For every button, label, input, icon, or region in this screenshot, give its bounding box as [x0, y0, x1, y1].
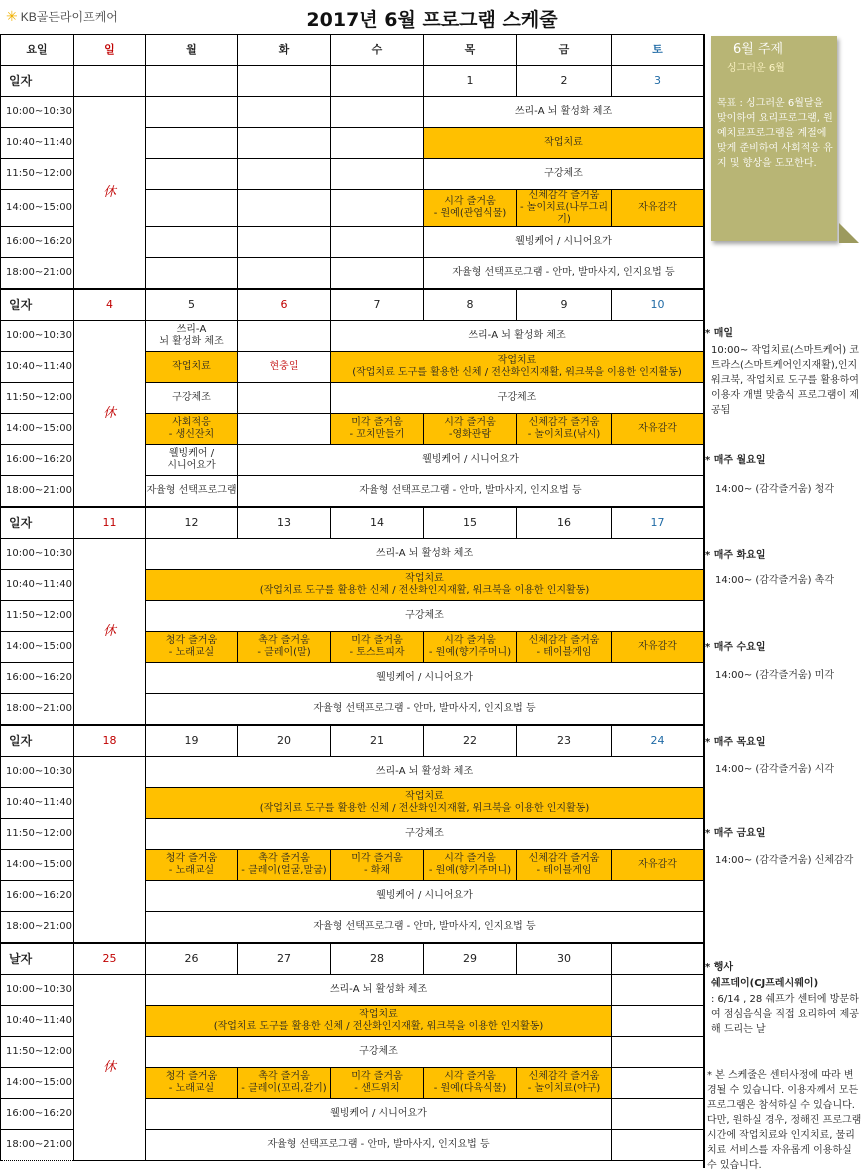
date-cell: 1 — [424, 66, 517, 97]
program-line: - 놀이치료(야구) — [527, 1083, 601, 1094]
program-line: 시각 즐거움 — [444, 417, 496, 428]
empty-cell — [238, 227, 331, 258]
program-cell: 자유감각 — [612, 632, 704, 663]
logo-text: KB골든라이프케어 — [20, 10, 118, 24]
date-cell: 21 — [331, 725, 424, 757]
wednesday-text: 14:00~ (감각즐거움) 미각 — [715, 670, 834, 681]
program-line: - 샌드위치 — [354, 1083, 400, 1094]
week-date-row — [1, 289, 704, 321]
program-cell — [146, 788, 704, 819]
date-cell: 23 — [517, 725, 612, 757]
program-line: - 테이블게임 — [536, 865, 592, 876]
program-line: 시각 즐거움 — [444, 1071, 496, 1082]
program-line: 작업치료 — [359, 1009, 398, 1020]
monday-heading: * 매주 월요일 — [705, 455, 766, 466]
theme-description: 목표 : 싱그러운 6월달을 맞이하여 요리프로그램, 원예치료프로그램을 계절에 맞게 준비하여 사회적응 유지 및 향상을 도모한다. — [717, 98, 833, 169]
tuesday-heading: * 매주 화요일 — [705, 550, 766, 561]
program-cell — [146, 1006, 612, 1037]
time-slot: 10:40~11:40 — [1, 570, 74, 601]
empty-cell — [331, 128, 424, 159]
time-slot: 14:00~15:00 — [1, 1068, 74, 1099]
program-cell — [331, 352, 704, 383]
program-cell: 쓰리-A 뇌 활성화 체조 — [146, 975, 612, 1006]
program-line: - 토스트피자 — [349, 647, 405, 658]
program-cell: 웰빙케어 / 시니어요가 — [146, 1099, 612, 1130]
program-line: 촉각 즐거움 — [258, 853, 310, 864]
notice-text: * 본 스케줄은 센터사정에 따라 변경될 수 있습니다. 이용자께서 모든 프로그램은 참석하실 수 있습니다. 다만, 원하실 경우, 정해진 프로그램시간에 작업치료와 인지치료, 물리치료 서비스를 자유롭게 이용하실 수 있습니다. — [707, 1070, 862, 1171]
program-cell: 자유감각 — [612, 850, 704, 881]
time-slot: 18:00~21:00 — [1, 258, 74, 290]
program-cell — [331, 414, 424, 445]
program-cell — [424, 1068, 517, 1099]
time-slot: 16:00~16:20 — [1, 1099, 74, 1130]
program-cell: 구강체조 — [146, 819, 704, 850]
program-cell: 구강체조 — [331, 383, 704, 414]
date-cell: 4 — [74, 289, 146, 321]
date-cell: 14 — [331, 507, 424, 539]
program-line: 웰빙케어 / — [168, 448, 215, 459]
empty-cell — [612, 1130, 704, 1161]
week-date-row — [1, 507, 704, 539]
program-line: - 꼬치만들기 — [349, 429, 405, 440]
time-slot: 10:00~10:30 — [1, 757, 74, 788]
empty-cell — [238, 383, 331, 414]
empty-cell — [238, 128, 331, 159]
time-slot: 14:00~15:00 — [1, 632, 74, 663]
star-icon: ✳ — [6, 8, 18, 24]
tuesday-text: 14:00~ (감각즐거움) 촉각 — [715, 575, 834, 586]
empty-cell — [238, 321, 331, 352]
program-line: 청각 즐거움 — [165, 1071, 218, 1082]
time-slot: 10:40~11:40 — [1, 128, 74, 159]
date-cell: 22 — [424, 725, 517, 757]
week-label: 일자 — [1, 725, 74, 757]
program-cell: 쓰리-A 뇌 활성화 체조 — [331, 321, 704, 352]
theme-note — [711, 36, 837, 241]
empty-cell — [612, 1006, 704, 1037]
schedule-table — [0, 34, 704, 1161]
day-header-row — [1, 35, 704, 66]
slot-row — [1, 97, 704, 128]
day-label: 요일 — [1, 35, 74, 66]
program-cell: 자율형 선택프로그램 - 안마, 발마사지, 인지요법 등 — [146, 1130, 612, 1161]
rest-day-cell: 休 — [74, 97, 146, 290]
program-line: - 원예(다육식물) — [433, 1083, 507, 1094]
date-cell — [74, 66, 146, 97]
day-wed: 수 — [331, 35, 424, 66]
program-line: 작업치료 — [405, 791, 444, 802]
program-line: 신체감각 즐거움 — [528, 190, 600, 201]
program-line: - 클레이(말) — [257, 647, 311, 658]
program-cell — [146, 414, 238, 445]
program-cell: 쓰리-A 뇌 활성화 체조 — [424, 97, 704, 128]
schedule-table-wrapper — [0, 34, 704, 1161]
monday-text: 14:00~ (감각즐거움) 청각 — [715, 484, 834, 495]
program-line: -영화관람 — [448, 429, 492, 440]
date-cell: 19 — [146, 725, 238, 757]
program-line: 촉각 즐거움 — [258, 1071, 310, 1082]
program-line: 시니어요가 — [167, 460, 216, 471]
date-cell: 18 — [74, 725, 146, 757]
program-line: - 노래교실 — [168, 1083, 215, 1094]
friday-text: 14:00~ (감각즐거움) 신체감각 — [715, 855, 854, 866]
program-cell — [517, 190, 612, 227]
program-cell — [517, 1068, 612, 1099]
program-line: - 놀이치료(나무그리기) — [520, 202, 608, 225]
date-cell: 27 — [238, 943, 331, 975]
date-cell: 8 — [424, 289, 517, 321]
date-cell: 2 — [517, 66, 612, 97]
day-fri: 금 — [517, 35, 612, 66]
program-cell — [424, 850, 517, 881]
program-cell: 자유감각 — [612, 190, 704, 227]
program-line: 미각 즐거움 — [351, 635, 403, 646]
week-date-row — [1, 66, 704, 97]
program-line: - 원예(관엽식물) — [433, 208, 507, 219]
week-date-row — [1, 725, 704, 757]
program-cell — [146, 1068, 238, 1099]
program-line: 신체감각 즐거움 — [528, 853, 600, 864]
date-cell: 30 — [517, 943, 612, 975]
date-cell: 17 — [612, 507, 704, 539]
program-cell — [424, 414, 517, 445]
program-line: 시각 즐거움 — [444, 196, 496, 207]
day-mon: 월 — [146, 35, 238, 66]
empty-cell — [146, 128, 238, 159]
day-sun: 일 — [74, 35, 146, 66]
empty-cell — [612, 1099, 704, 1130]
date-cell: 15 — [424, 507, 517, 539]
program-cell: 웰빙케어 / 시니어요가 — [238, 445, 704, 476]
empty-cell — [146, 97, 238, 128]
daily-heading: * 매일 — [705, 328, 734, 339]
wednesday-heading: * 매주 수요일 — [705, 642, 766, 653]
empty-cell — [238, 97, 331, 128]
empty-cell — [612, 975, 704, 1006]
program-line: - 클레이(꼬리,갈기) — [241, 1083, 327, 1094]
day-tue: 화 — [238, 35, 331, 66]
date-cell: 11 — [74, 507, 146, 539]
empty-cell — [238, 190, 331, 227]
time-slot: 14:00~15:00 — [1, 190, 74, 227]
program-cell — [517, 414, 612, 445]
holiday-cell: 현충일 — [238, 352, 331, 383]
program-cell: 자율형 선택프로그램 - 안마, 발마사지, 인지요법 등 — [146, 694, 704, 726]
empty-cell — [331, 227, 424, 258]
time-slot: 16:00~16:20 — [1, 227, 74, 258]
date-cell — [238, 66, 331, 97]
program-line: 시각 즐거움 — [444, 635, 496, 646]
program-line: 미각 즐거움 — [351, 417, 403, 428]
date-cell: 20 — [238, 725, 331, 757]
program-line: 쓰리-A — [176, 324, 207, 335]
event-text: : 6/14 , 28 쉐프가 센터에 방문하여 점심음식을 직접 요리하여 제공해 드리는 날 — [711, 994, 859, 1035]
program-cell — [146, 632, 238, 663]
program-cell — [331, 850, 424, 881]
time-slot: 10:40~11:40 — [1, 788, 74, 819]
program-line: - 원예(향기주머니) — [428, 865, 512, 876]
time-slot: 11:50~12:00 — [1, 601, 74, 632]
program-cell — [146, 321, 238, 352]
empty-cell — [612, 1068, 704, 1099]
empty-cell — [331, 159, 424, 190]
program-line: - 원예(향기주머니) — [428, 647, 512, 658]
day-sat: 토 — [612, 35, 704, 66]
program-cell — [146, 445, 238, 476]
program-cell — [517, 850, 612, 881]
program-cell: 쓰리-A 뇌 활성화 체조 — [146, 539, 704, 570]
friday-heading: * 매주 금요일 — [705, 828, 766, 839]
time-slot: 11:50~12:00 — [1, 159, 74, 190]
theme-title: 6월 주제 — [733, 42, 784, 57]
program-line: - 노래교실 — [168, 647, 215, 658]
time-slot: 16:00~16:20 — [1, 881, 74, 912]
program-cell: 구강체조 — [146, 601, 704, 632]
program-line: (작업치료 도구를 활용한 신체 / 전산화인지재활, 워크북을 이용한 인지활동) — [352, 367, 682, 378]
slot-row — [1, 539, 704, 570]
empty-cell — [331, 97, 424, 128]
program-cell: 웰빙케어 / 시니어요가 — [146, 663, 704, 694]
program-line: (작업치료 도구를 활용한 신체 / 전산화인지재활, 워크북을 이용한 인지활동) — [259, 585, 590, 596]
slot-row — [1, 975, 704, 1006]
program-cell: 작업치료 — [146, 352, 238, 383]
time-slot: 10:40~11:40 — [1, 1006, 74, 1037]
date-cell: 5 — [146, 289, 238, 321]
program-line: 청각 즐거움 — [165, 635, 218, 646]
program-cell: 자율형 선택프로그램 - 안마, 발마사지, 인지요법 등 — [146, 912, 704, 944]
program-cell: 자율형 선택프로그램 - 안마, 발마사지, 인지요법 등 — [424, 258, 704, 290]
program-line: 작업치료 — [405, 573, 444, 584]
empty-cell — [146, 258, 238, 290]
program-line: 신체감각 즐거움 — [528, 635, 600, 646]
date-cell: 3 — [612, 66, 704, 97]
date-cell: 28 — [331, 943, 424, 975]
program-cell: 작업치료 — [424, 128, 704, 159]
week-label: 일자 — [1, 289, 74, 321]
page-header — [0, 0, 864, 35]
date-cell: 13 — [238, 507, 331, 539]
time-slot: 14:00~15:00 — [1, 850, 74, 881]
program-line: 뇌 활성화 체조 — [159, 336, 224, 347]
week-label: 날자 — [1, 943, 74, 975]
program-cell — [238, 850, 331, 881]
event-name: 쉐프데이(CJ프레시웨이) — [711, 978, 819, 989]
program-cell: 구강체조 — [146, 383, 238, 414]
time-slot: 10:00~10:30 — [1, 97, 74, 128]
empty-cell — [612, 1037, 704, 1068]
thursday-text: 14:00~ (감각즐거움) 시각 — [715, 764, 834, 775]
program-line: - 테이블게임 — [536, 647, 592, 658]
empty-cell — [238, 159, 331, 190]
date-cell: 25 — [74, 943, 146, 975]
program-cell: 자율형 선택프로그램 - 안마, 발마사지, 인지요법 등 — [238, 476, 704, 508]
empty-cell — [238, 414, 331, 445]
program-line: 시각 즐거움 — [444, 853, 496, 864]
program-cell — [146, 570, 704, 601]
program-line: - 노래교실 — [168, 865, 215, 876]
program-cell — [517, 632, 612, 663]
program-cell — [331, 1068, 424, 1099]
program-cell: 웰빙케어 / 시니어요가 — [146, 881, 704, 912]
program-cell: 구강체조 — [146, 1037, 612, 1068]
time-slot: 18:00~21:00 — [1, 1130, 74, 1161]
time-slot: 18:00~21:00 — [1, 912, 74, 944]
program-line: 청각 즐거움 — [165, 853, 218, 864]
program-line: 신체감각 즐거움 — [528, 1071, 600, 1082]
program-line: - 생신잔치 — [168, 429, 215, 440]
day-thu: 목 — [424, 35, 517, 66]
date-cell: 16 — [517, 507, 612, 539]
time-slot: 10:00~10:30 — [1, 975, 74, 1006]
date-cell: 26 — [146, 943, 238, 975]
program-line: 미각 즐거움 — [351, 853, 403, 864]
week-label: 일자 — [1, 507, 74, 539]
program-cell — [238, 1068, 331, 1099]
program-line: 미각 즐거움 — [351, 1071, 403, 1082]
empty-cell — [146, 227, 238, 258]
page-fold — [839, 223, 859, 243]
program-line: 신체감각 즐거움 — [528, 417, 600, 428]
daily-text: 10:00~ 작업치료(스마트케어) 코트라스(스마트케어인지재활),인지워크북, 작업치료 도구를 활용하여 이용자 개별 맞춤식 프로그램이 제공됨 — [711, 345, 859, 416]
time-slot: 18:00~21:00 — [1, 694, 74, 726]
program-line: 촉각 즐거움 — [258, 635, 310, 646]
time-slot: 10:40~11:40 — [1, 352, 74, 383]
program-cell — [146, 850, 238, 881]
program-cell — [238, 632, 331, 663]
empty-cell — [146, 159, 238, 190]
time-slot: 11:50~12:00 — [1, 383, 74, 414]
time-slot: 10:00~10:30 — [1, 539, 74, 570]
event-heading: * 행사 — [705, 962, 734, 973]
theme-subtitle: 싱그러운 6월 — [727, 63, 785, 74]
program-line: 작업치료 — [497, 355, 537, 366]
time-slot: 11:50~12:00 — [1, 1037, 74, 1068]
program-line: - 놀이치료(낚시) — [527, 429, 601, 440]
date-cell — [612, 943, 704, 975]
thursday-heading: * 매주 목요일 — [705, 737, 766, 748]
program-cell: 자율형 선택프로그램 — [146, 476, 238, 508]
program-cell — [331, 632, 424, 663]
rest-day-cell: 休 — [74, 975, 146, 1161]
program-cell: 구강체조 — [424, 159, 704, 190]
program-line: (작업치료 도구를 활용한 신체 / 전산화인지재활, 워크북을 이용한 인지활동) — [213, 1021, 544, 1032]
program-line: - 클레이(얼굴,말굽) — [241, 865, 327, 876]
date-cell: 12 — [146, 507, 238, 539]
time-slot: 11:50~12:00 — [1, 819, 74, 850]
program-cell — [424, 632, 517, 663]
date-cell: 24 — [612, 725, 704, 757]
week-label: 일자 — [1, 66, 74, 97]
program-line: (작업치료 도구를 활용한 신체 / 전산화인지재활, 워크북을 이용한 인지활동) — [259, 803, 590, 814]
program-cell — [424, 190, 517, 227]
slot-row — [1, 321, 704, 352]
week-date-row — [1, 943, 704, 975]
date-cell: 10 — [612, 289, 704, 321]
date-cell: 7 — [331, 289, 424, 321]
time-slot: 16:00~16:20 — [1, 445, 74, 476]
time-slot: 10:00~10:30 — [1, 321, 74, 352]
time-slot: 14:00~15:00 — [1, 414, 74, 445]
date-cell — [146, 66, 238, 97]
program-cell: 웰빙케어 / 시니어요가 — [424, 227, 704, 258]
date-cell — [331, 66, 424, 97]
program-line: 사회적응 — [172, 417, 211, 428]
sidebar-notes — [703, 34, 864, 1171]
page-title: 2017년 6월 프로그램 스케줄 — [306, 9, 558, 31]
empty-cell — [331, 190, 424, 227]
time-slot: 16:00~16:20 — [1, 663, 74, 694]
program-line: - 화채 — [363, 865, 391, 876]
empty-cell — [238, 258, 331, 290]
date-cell: 29 — [424, 943, 517, 975]
empty-cell — [146, 190, 238, 227]
rest-day-cell: 休 — [74, 539, 146, 726]
program-cell: 쓰리-A 뇌 활성화 체조 — [146, 757, 704, 788]
time-slot: 18:00~21:00 — [1, 476, 74, 508]
slot-row — [1, 757, 704, 788]
program-cell: 자유감각 — [612, 414, 704, 445]
empty-cell — [331, 258, 424, 290]
date-cell: 9 — [517, 289, 612, 321]
rest-day-cell — [74, 757, 146, 944]
date-cell: 6 — [238, 289, 331, 321]
rest-day-cell: 休 — [74, 321, 146, 508]
